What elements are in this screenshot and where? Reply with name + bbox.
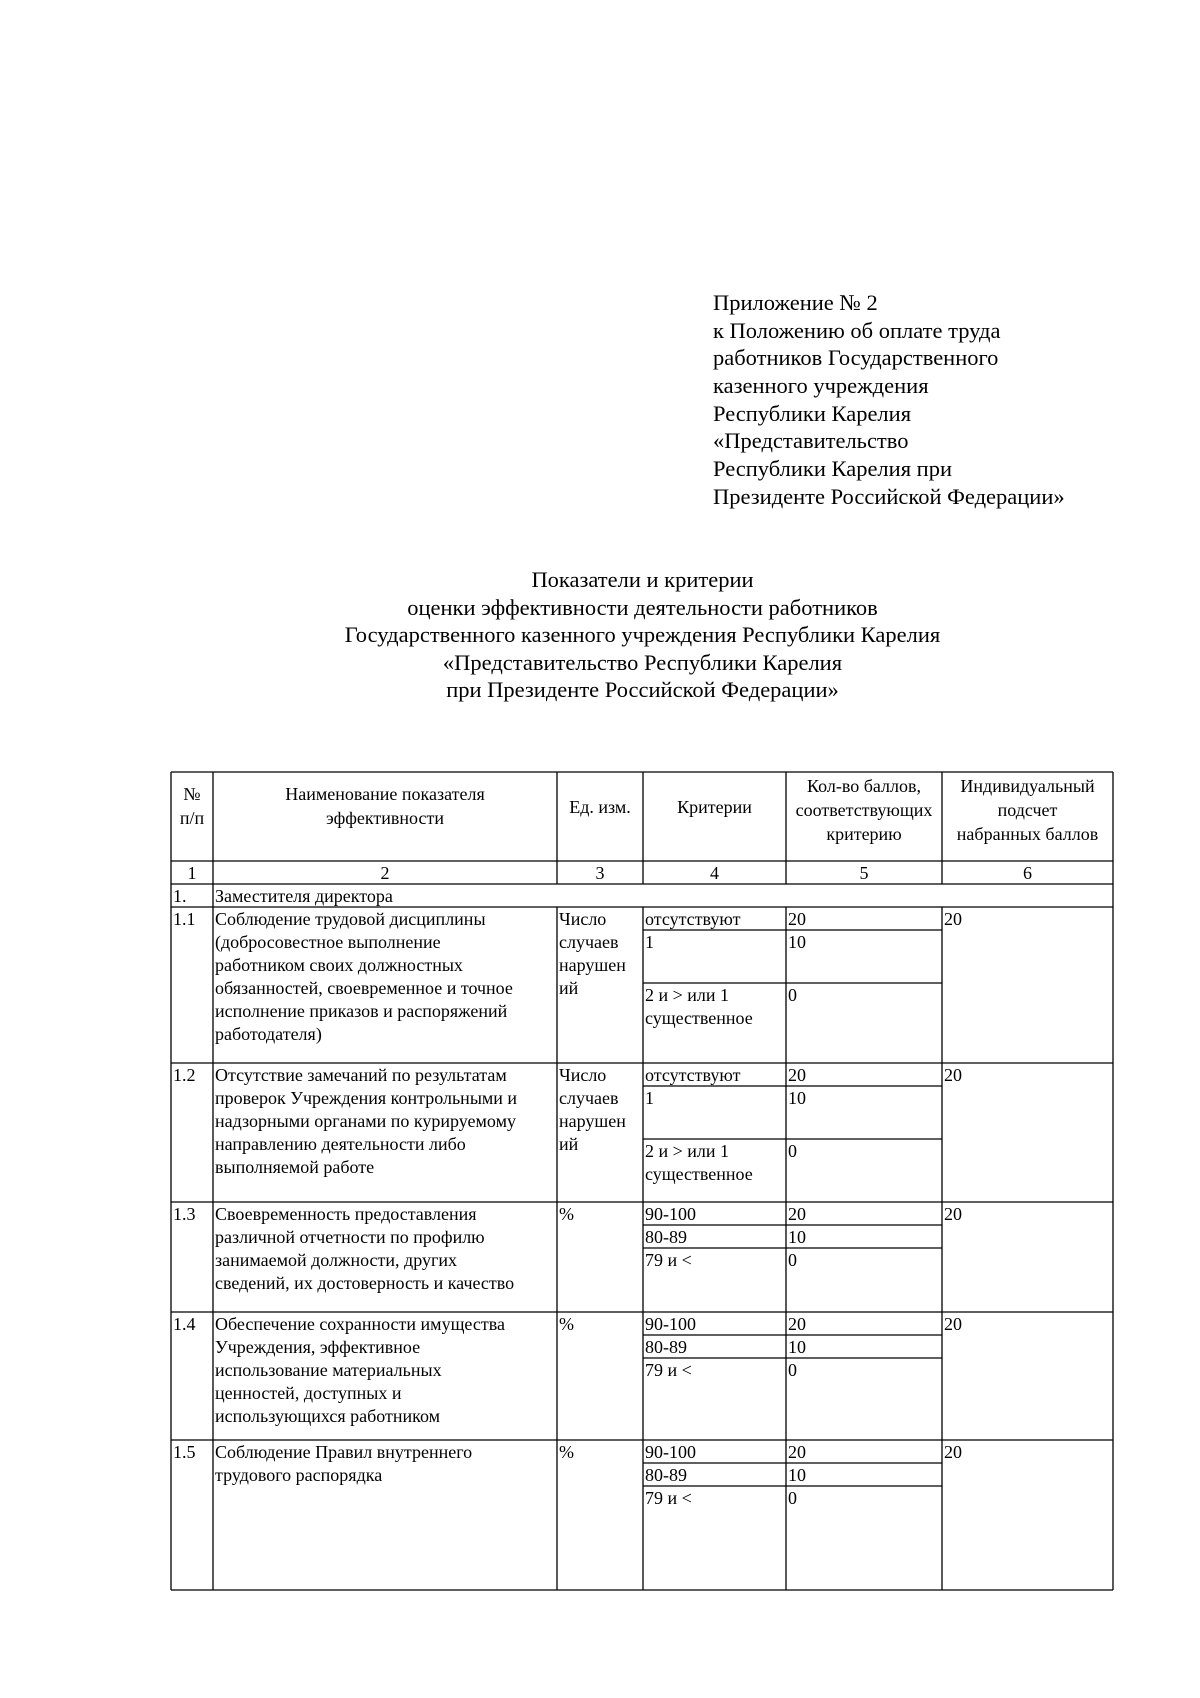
title-line: «Представительство Республики Карелия bbox=[442, 649, 843, 675]
row-name bbox=[215, 1064, 517, 1179]
row-criterion: 90-100 bbox=[645, 1204, 696, 1224]
header-unit: Ед. изм. bbox=[569, 797, 631, 817]
row-unit-line: случаев bbox=[559, 932, 619, 952]
title-line: Государственного казенного учреждения Республики Карелия bbox=[344, 622, 941, 647]
header-individual-line: набранных баллов bbox=[956, 824, 1099, 844]
row-num: 1.5 bbox=[173, 1442, 196, 1462]
header-individual-line: подсчет bbox=[997, 800, 1058, 820]
header-name bbox=[213, 782, 557, 830]
row-unit-line: Число bbox=[559, 1065, 607, 1085]
row-criterion: 79 и < bbox=[645, 1360, 692, 1380]
row-name-line: различной отчетности по профилю bbox=[215, 1227, 485, 1247]
header-criteria: Критерии bbox=[677, 797, 752, 817]
appendix-line: Республики Карелия bbox=[713, 400, 912, 426]
row-criterion: 1 bbox=[645, 1088, 654, 1108]
appendix-line: Приложение № 2 bbox=[713, 290, 878, 315]
row-unit: % bbox=[559, 1314, 574, 1334]
header-individual-line: Индивидуальный bbox=[960, 776, 1095, 796]
row-criterion: 90-100 bbox=[645, 1442, 696, 1462]
row-name-line: обязанностей, своевременное и точное bbox=[215, 978, 513, 998]
row-unit: % bbox=[559, 1442, 574, 1462]
title-line: оценки эффективности деятельности работников bbox=[407, 594, 878, 620]
row-unit bbox=[559, 1064, 626, 1156]
row-name-line: направлению деятельности либо bbox=[215, 1134, 466, 1154]
row-num: 1.1 bbox=[173, 909, 196, 929]
row-points: 0 bbox=[788, 1250, 797, 1270]
column-number: 2 bbox=[380, 863, 390, 883]
row-name-line: надзорными органами по курируемому bbox=[215, 1111, 516, 1131]
row-points: 20 bbox=[788, 1065, 806, 1085]
row-unit-line: нарушен bbox=[559, 1111, 626, 1131]
row-num: 1.2 bbox=[173, 1065, 196, 1085]
appendix-line: казенного учреждения bbox=[713, 373, 929, 399]
row-criterion: 80-89 bbox=[645, 1465, 687, 1485]
appendix-line: Президенте Российской Федерации» bbox=[713, 483, 1065, 509]
section-num: 1. bbox=[173, 886, 187, 906]
row-individual: 20 bbox=[944, 1065, 962, 1085]
row-criterion: 90-100 bbox=[645, 1314, 696, 1334]
row-criterion: отсутствуют bbox=[645, 909, 741, 929]
title-line: Показатели и критерии bbox=[531, 567, 754, 592]
row-points: 0 bbox=[788, 1360, 797, 1380]
row-unit: % bbox=[559, 1204, 574, 1224]
row-points: 20 bbox=[788, 1314, 806, 1334]
row-points: 10 bbox=[788, 932, 806, 952]
column-number: 5 bbox=[859, 863, 869, 883]
column-number: 4 bbox=[710, 863, 719, 883]
row-name-line: проверок Учреждения контрольными и bbox=[215, 1088, 518, 1108]
header-points bbox=[786, 774, 942, 846]
row-criterion: 80-89 bbox=[645, 1227, 687, 1247]
row-name-line: Соблюдение Правил внутреннего bbox=[215, 1442, 473, 1462]
row-criterion bbox=[645, 1140, 753, 1186]
row-name-line: выполняемой работе bbox=[215, 1157, 375, 1177]
row-name-line: Обеспечение сохранности имущества bbox=[215, 1314, 505, 1334]
row-name-line: Учреждения, эффективное bbox=[215, 1337, 421, 1357]
row-unit-line: нарушен bbox=[559, 955, 626, 975]
row-points: 20 bbox=[788, 1204, 806, 1224]
row-individual: 20 bbox=[944, 1204, 962, 1224]
row-points: 10 bbox=[788, 1465, 806, 1485]
row-points: 0 bbox=[788, 985, 797, 1005]
header-num-line: п/п bbox=[179, 808, 205, 828]
row-individual: 20 bbox=[944, 909, 962, 929]
row-points: 10 bbox=[788, 1227, 806, 1247]
row-unit-line: Число bbox=[559, 909, 607, 929]
row-name-line: трудового распорядка bbox=[215, 1465, 383, 1485]
row-criterion: отсутствуют bbox=[645, 1065, 741, 1085]
column-number: 1 bbox=[187, 863, 197, 883]
row-points: 0 bbox=[788, 1141, 797, 1161]
row-points: 20 bbox=[788, 1442, 806, 1462]
header-points-line: соответствующих bbox=[795, 800, 933, 820]
title-line: при Президенте Российской Федерации» bbox=[446, 677, 839, 702]
column-number: 6 bbox=[1023, 863, 1032, 883]
appendix-line: к Положению об оплате труда bbox=[713, 317, 1001, 343]
row-points: 10 bbox=[788, 1088, 806, 1108]
document-title bbox=[0, 566, 1200, 704]
row-name-line: Соблюдение трудовой дисциплины bbox=[215, 909, 486, 929]
row-name bbox=[215, 1203, 514, 1295]
row-num: 1.3 bbox=[173, 1204, 196, 1224]
row-name-line: Отсутствие замечаний по результатам bbox=[215, 1065, 507, 1085]
row-unit bbox=[559, 908, 626, 1000]
row-points: 10 bbox=[788, 1337, 806, 1357]
row-name-line: Своевременность предоставления bbox=[215, 1204, 477, 1224]
row-criterion: 79 и < bbox=[645, 1250, 692, 1270]
row-criterion-line: 2 и > или 1 bbox=[645, 985, 730, 1005]
header-name-line: Наименование показателя bbox=[285, 784, 485, 804]
header-individual bbox=[942, 774, 1113, 846]
section-title: Заместителя директора bbox=[215, 886, 393, 906]
row-criterion: 79 и < bbox=[645, 1488, 692, 1508]
appendix-line: работников Государственного bbox=[713, 345, 999, 371]
row-individual: 20 bbox=[944, 1442, 962, 1462]
header-points-line: критерию bbox=[826, 824, 902, 844]
header-points-line: Кол-во баллов, bbox=[807, 776, 921, 796]
column-number: 3 bbox=[595, 863, 605, 883]
row-name bbox=[215, 1441, 472, 1487]
row-criterion-line: существенное bbox=[645, 1164, 753, 1184]
row-unit-line: ий bbox=[559, 978, 579, 998]
row-name-line: сведений, их достоверность и качество bbox=[215, 1273, 515, 1293]
row-name-line: исполнение приказов и распоряжений bbox=[215, 1001, 508, 1021]
row-criterion-line: существенное bbox=[645, 1008, 753, 1028]
header-num-line: № bbox=[183, 784, 201, 804]
row-name-line: работодателя) bbox=[215, 1024, 322, 1044]
header-num bbox=[171, 782, 213, 830]
row-criterion bbox=[645, 984, 753, 1030]
row-unit-line: случаев bbox=[559, 1088, 619, 1108]
header-name-line: эффективности bbox=[326, 808, 444, 828]
row-name-line: (добросовестное выполнение bbox=[215, 932, 441, 952]
row-criterion-line: 2 и > или 1 bbox=[645, 1141, 730, 1161]
appendix-note bbox=[713, 289, 1065, 511]
row-name-line: занимаемой должности, других bbox=[215, 1250, 457, 1270]
row-name-line: работником своих должностных bbox=[215, 955, 463, 975]
appendix-line: Республики Карелия при bbox=[713, 456, 953, 482]
row-name bbox=[215, 1313, 505, 1428]
row-unit-line: ий bbox=[559, 1134, 579, 1154]
row-name-line: использующихся работником bbox=[215, 1406, 441, 1426]
row-criterion: 1 bbox=[645, 932, 654, 952]
row-name-line: ценностей, доступных и bbox=[215, 1383, 402, 1403]
row-name bbox=[215, 908, 513, 1046]
row-points: 20 bbox=[788, 909, 806, 929]
row-num: 1.4 bbox=[173, 1314, 196, 1334]
row-points: 0 bbox=[788, 1488, 797, 1508]
row-individual: 20 bbox=[944, 1314, 962, 1334]
row-criterion: 80-89 bbox=[645, 1337, 687, 1357]
appendix-line: «Представительство bbox=[713, 428, 909, 454]
row-name-line: использование материальных bbox=[215, 1360, 442, 1380]
